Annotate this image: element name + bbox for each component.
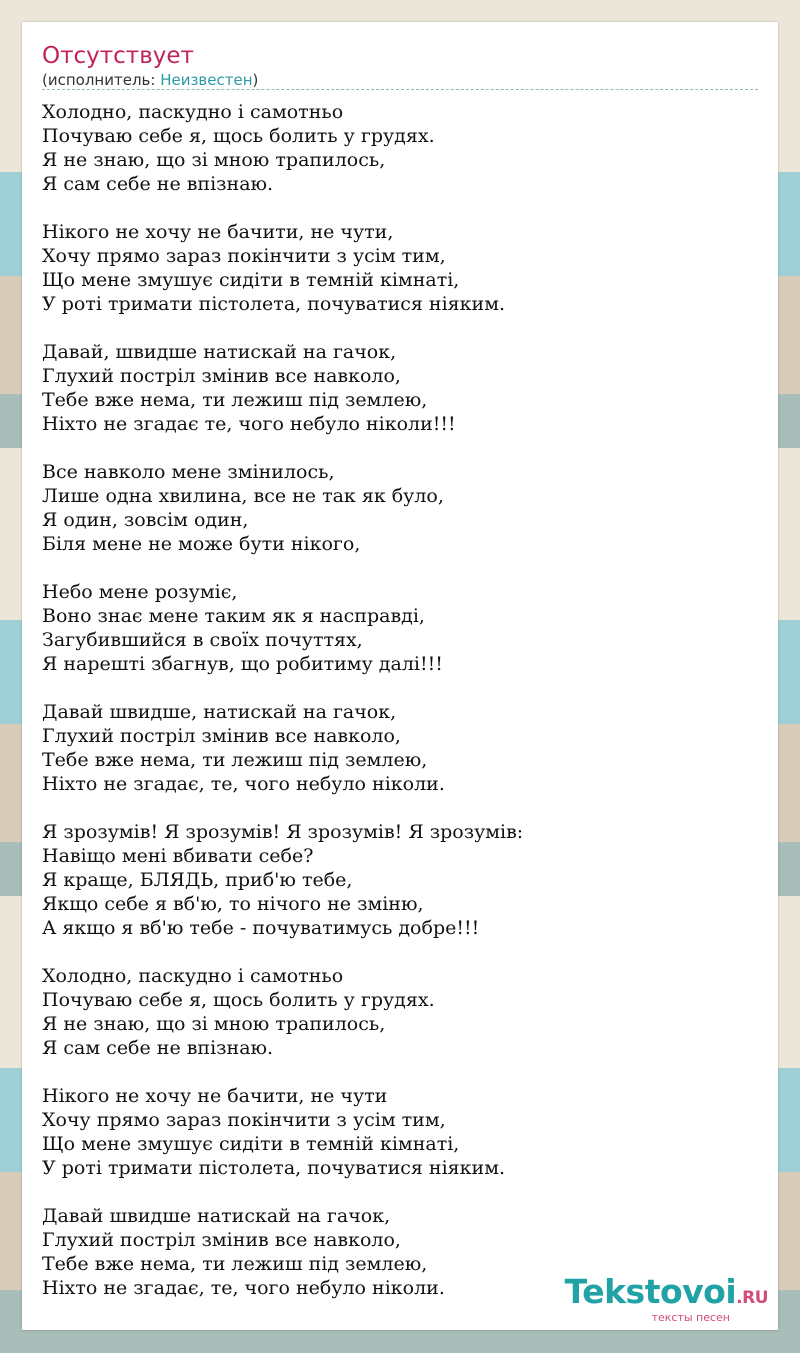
lyric-line: Навіщо мені вбивати себе?: [42, 845, 314, 867]
lyric-line: Хочу прямо зараз покінчити з усім тим,: [42, 245, 446, 267]
logo-name: Tekstovoi: [564, 1272, 737, 1311]
lyric-line: Все навколо мене змінилось,: [42, 461, 335, 483]
lyric-line: Біля мене не може бути нікого,: [42, 533, 361, 555]
stanza-gap: [42, 796, 523, 820]
lyrics-card: [22, 22, 778, 1330]
lyric-line: Я сам себе не впізнаю.: [42, 1037, 274, 1059]
lyric-line: Тебе вже нема, ти лежиш під землею,: [42, 749, 428, 771]
lyric-line: Я не знаю, що зі мною трапилось,: [42, 1013, 386, 1035]
lyric-line: А якщо я вб'ю тебе - почуватимусь добре!!!: [42, 917, 480, 939]
stanza-gap: [42, 556, 523, 580]
lyric-line: Ніхто не згадає, те, чого небуло ніколи.: [42, 1277, 445, 1299]
lyric-line: Давай швидше натискай на гачок,: [42, 1205, 391, 1227]
lyric-line: Я нарешті збагнув, що робитиму далі!!!: [42, 653, 443, 675]
logo-tld: .RU: [736, 1288, 768, 1308]
lyric-line: Хочу прямо зараз покінчити з усім тим,: [42, 1109, 446, 1131]
artist-byline: [42, 71, 258, 89]
stanza-gap: [42, 1180, 523, 1204]
lyric-line: Я не знаю, що зі мною трапилось,: [42, 149, 386, 171]
lyric-line: Я один, зовсім один,: [42, 509, 249, 531]
lyric-line: Ніхто не згадає, те, чого небуло ніколи.: [42, 773, 445, 795]
lyric-line: Давай швидше, натискай на гачок,: [42, 701, 397, 723]
lyric-line: Що мене змушує сидіти в темній кімнаті,: [42, 1133, 460, 1155]
lyric-line: У роті тримати пістолета, почуватися ніяким.: [42, 1157, 506, 1179]
lyric-line: Почуваю себе я, щось болить у грудях.: [42, 989, 435, 1011]
lyric-line: Що мене змушує сидіти в темній кімнаті,: [42, 269, 460, 291]
stanza-gap: [42, 196, 523, 220]
lyric-line: Давай, швидше натискай на гачок,: [42, 341, 397, 363]
stanza-gap: [42, 436, 523, 460]
site-logo[interactable]: [564, 1272, 768, 1324]
lyric-line: Нікого не хочу не бачити, не чути,: [42, 221, 394, 243]
lyric-line: Тебе вже нема, ти лежиш під землею,: [42, 1253, 428, 1275]
stanza-gap: [42, 940, 523, 964]
lyric-line: Тебе вже нема, ти лежиш під землею,: [42, 389, 428, 411]
lyric-line: Якщо себе я вб'ю, то нічого не зміню,: [42, 893, 424, 915]
lyric-line: Я сам себе не впізнаю.: [42, 173, 274, 195]
lyrics-text: [42, 100, 523, 1300]
logo-tagline: тексты песен: [651, 1311, 730, 1324]
lyric-line: Ніхто не згадає те, чого небуло ніколи!!!: [42, 413, 456, 435]
lyric-line: Я зрозумів! Я зрозумів! Я зрозумів! Я зрозумів:: [42, 821, 524, 843]
lyric-line: Глухий постріл змінив все навколо,: [42, 725, 401, 747]
lyric-line: Холодно, паскудно і самотньо: [42, 965, 344, 987]
artist-suffix: ): [252, 71, 259, 89]
stanza-gap: [42, 676, 523, 700]
lyric-line: Я краще, БЛЯДЬ, приб'ю тебе,: [42, 869, 353, 891]
lyric-line: Глухий постріл змінив все навколо,: [42, 365, 401, 387]
artist-prefix: (исполнитель:: [42, 71, 161, 89]
title-divider: [42, 89, 758, 90]
lyric-line: Небо мене розуміє,: [42, 581, 238, 603]
song-title: Отсутствует: [42, 43, 194, 69]
stanza-gap: [42, 316, 523, 340]
lyric-line: Глухий постріл змінив все навколо,: [42, 1229, 401, 1251]
lyric-line: Холодно, паскудно і самотньо: [42, 101, 344, 123]
lyric-line: У роті тримати пістолета, почуватися ніяким.: [42, 293, 506, 315]
lyric-line: Почуваю себе я, щось болить у грудях.: [42, 125, 435, 147]
lyric-line: Воно знає мене таким як я насправді,: [42, 605, 425, 627]
lyric-line: Лише одна хвилина, все не так як було,: [42, 485, 444, 507]
stanza-gap: [42, 1060, 523, 1084]
artist-link[interactable]: Неизвестен: [160, 71, 253, 89]
lyric-line: Нікого не хочу не бачити, не чути: [42, 1085, 388, 1107]
lyric-line: Загубившийся в своїх почуттях,: [42, 629, 363, 651]
